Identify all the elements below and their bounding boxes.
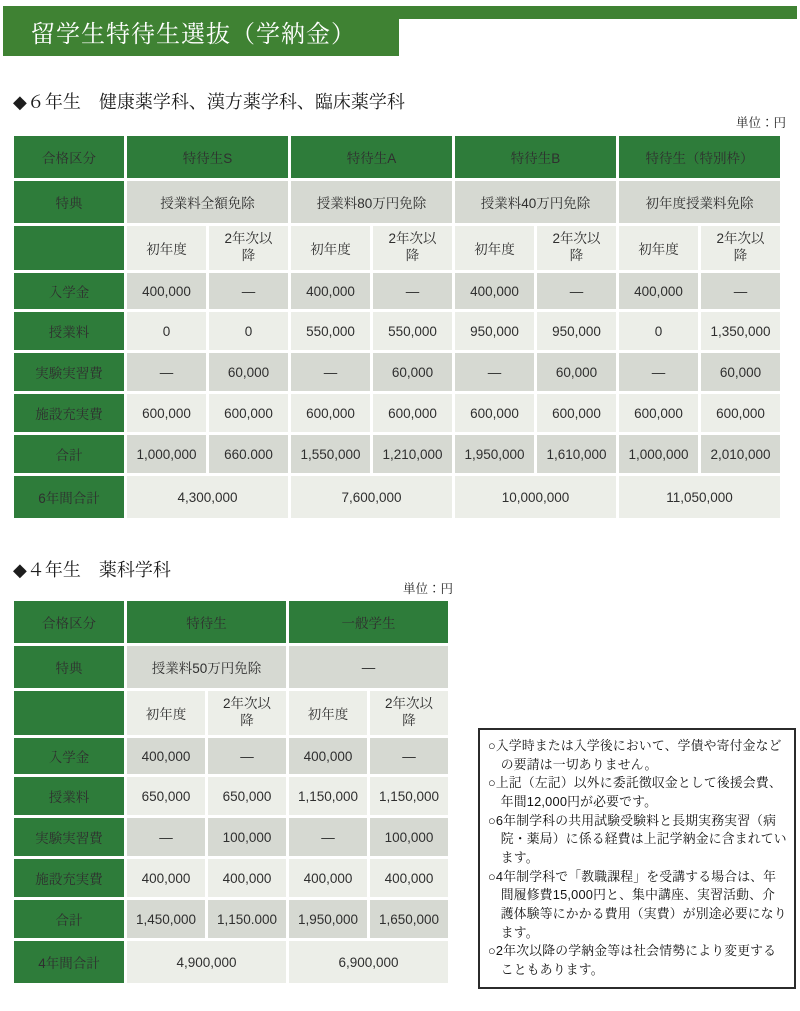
fee-cell: 0: [619, 312, 698, 350]
fee-cell: 400,000: [291, 273, 370, 309]
header-cell: 合格区分: [14, 601, 124, 643]
row-label: 4年間合計: [14, 941, 124, 983]
year-cell: [209, 226, 288, 270]
fee-cell: 1,610,000: [537, 435, 616, 473]
table-header-row: [14, 601, 448, 643]
total-cell: 7,600,000: [291, 476, 452, 518]
fee-cell: 400,000: [208, 859, 286, 897]
fee-row-jugyoryo: [14, 777, 448, 815]
row-label: 合計: [14, 435, 124, 473]
fee-cell: 1,150.000: [208, 900, 286, 938]
note-item: ○6年制学科の共用試験受験料と長期実務実習（病院・薬局）に係る経費は上記学納金に含まれています。: [488, 812, 787, 866]
fee-cell: 2,010,000: [701, 435, 780, 473]
benefit-cell: 初年度授業料免除: [619, 181, 780, 223]
unit-label-6year: 単位：円: [735, 116, 786, 130]
fee-cell: 1,210,000: [373, 435, 452, 473]
empty-label-cell: [14, 226, 124, 270]
fee-row-gokei: [14, 900, 448, 938]
header-cell: 特待生A: [291, 136, 452, 178]
total-cell: 10,000,000: [455, 476, 616, 518]
fee-cell: 0: [127, 312, 206, 350]
fee-cell: 60,000: [373, 353, 452, 391]
fee-cell: —: [127, 818, 205, 856]
section-heading-4year: ◆４年生 薬科学科: [13, 560, 171, 580]
fee-cell: 600,000: [209, 394, 288, 432]
row-label: 実験実習費: [14, 353, 124, 391]
fee-cell: 60,000: [537, 353, 616, 391]
year-cell: [208, 691, 286, 735]
year-cell-text: 2年次以降: [224, 231, 273, 263]
year-cell-text: 2年次以降: [222, 696, 271, 728]
header-cell: 特待生（特別枠）: [619, 136, 780, 178]
fee-cell: —: [537, 273, 616, 309]
notes-box: [478, 728, 796, 989]
header-cell: 特待生: [127, 601, 286, 643]
fee-cell: 60,000: [701, 353, 780, 391]
row-label: 入学金: [14, 738, 124, 774]
year-cell: 初年度: [291, 226, 370, 270]
year-cell-text: 2年次以降: [388, 231, 437, 263]
fee-cell: 1,350,000: [701, 312, 780, 350]
fee-row-gokei: [14, 435, 780, 473]
fee-cell: 0: [209, 312, 288, 350]
fee-cell: 950,000: [537, 312, 616, 350]
fee-cell: 400,000: [619, 273, 698, 309]
fee-cell: 600,000: [455, 394, 534, 432]
row-label: 授業料: [14, 312, 124, 350]
row-label: 合計: [14, 900, 124, 938]
fee-cell: 650,000: [208, 777, 286, 815]
fee-cell: 100,000: [370, 818, 448, 856]
benefit-row: [14, 181, 780, 223]
note-item: ○4年制学科で「教職課程」を受講する場合は、年間履修費15,000円と、集中講座、実習活動、介護体験等にかかる費用（実費）が別途必要になります。: [488, 868, 787, 940]
fee-cell: 1,450,000: [127, 900, 205, 938]
total-cell: 6,900,000: [289, 941, 448, 983]
year-cell-text: 2年次以降: [384, 696, 433, 728]
fee-cell: 1,950,000: [289, 900, 367, 938]
fee-cell: —: [455, 353, 534, 391]
year-cell: [373, 226, 452, 270]
fee-cell: 400,000: [289, 859, 367, 897]
fee-cell: 600,000: [619, 394, 698, 432]
fee-cell: 1,150,000: [370, 777, 448, 815]
fee-cell: 400,000: [127, 273, 206, 309]
benefit-cell: 授業料全額免除: [127, 181, 288, 223]
fee-cell: 550,000: [291, 312, 370, 350]
fee-cell: 600,000: [291, 394, 370, 432]
fee-cell: 550,000: [373, 312, 452, 350]
fee-cell: 660.000: [209, 435, 288, 473]
fee-cell: —: [291, 353, 370, 391]
fee-cell: 100,000: [208, 818, 286, 856]
section-heading-6year: ◆６年生 健康薬学科、漢方薬学科、臨床薬学科: [13, 92, 405, 112]
note-item: ○2年次以降の学納金等は社会情勢により変更することもあります。: [488, 943, 777, 978]
grand-total-row: [14, 476, 780, 518]
empty-label-cell: [14, 691, 124, 735]
fee-cell: 400,000: [455, 273, 534, 309]
fee-cell: 1,550,000: [291, 435, 370, 473]
year-cell-text: 2年次以降: [552, 231, 601, 263]
benefit-row: [14, 646, 448, 688]
year-cell: [370, 691, 448, 735]
fee-cell: —: [289, 818, 367, 856]
fee-table-6year: [11, 133, 783, 521]
fee-row-shisetsu: [14, 859, 448, 897]
fee-cell: 1,000,000: [619, 435, 698, 473]
row-label: 授業料: [14, 777, 124, 815]
fee-cell: 1,150,000: [289, 777, 367, 815]
table-header-row: [14, 136, 780, 178]
row-label: 6年間合計: [14, 476, 124, 518]
fee-cell: 600,000: [701, 394, 780, 432]
note-item: ○上記（左記）以外に委託徴収金として後援会費、年間12,000円が必要です。: [488, 775, 782, 810]
total-cell: 4,900,000: [127, 941, 286, 983]
header-cell: 特待生S: [127, 136, 288, 178]
fee-row-jugyoryo: [14, 312, 780, 350]
fee-table-4year: [11, 598, 451, 986]
fee-cell: 1,650,000: [370, 900, 448, 938]
fee-cell: 400,000: [127, 738, 205, 774]
page-title: 留学生特待生選抜（学納金）: [31, 20, 356, 48]
benefit-cell: 授業料40万円免除: [455, 181, 616, 223]
fee-row-jikken: [14, 353, 780, 391]
benefit-cell: —: [289, 646, 448, 688]
row-label: 入学金: [14, 273, 124, 309]
fee-cell: —: [209, 273, 288, 309]
fee-cell: 400,000: [370, 859, 448, 897]
fee-cell: —: [701, 273, 780, 309]
fee-cell: —: [127, 353, 206, 391]
fee-row-nyugakukin: [14, 273, 780, 309]
fee-cell: —: [370, 738, 448, 774]
year-cell: 初年度: [289, 691, 367, 735]
year-cell: 初年度: [127, 226, 206, 270]
fee-cell: 600,000: [127, 394, 206, 432]
fee-row-jikken: [14, 818, 448, 856]
benefit-cell: 授業料80万円免除: [291, 181, 452, 223]
fee-cell: —: [208, 738, 286, 774]
row-label: 施設充実費: [14, 394, 124, 432]
fee-cell: 400,000: [127, 859, 205, 897]
fee-cell: 1,950,000: [455, 435, 534, 473]
benefit-cell: 授業料50万円免除: [127, 646, 286, 688]
year-subheader-row: [14, 226, 780, 270]
fee-cell: —: [373, 273, 452, 309]
total-cell: 11,050,000: [619, 476, 780, 518]
fee-cell: 950,000: [455, 312, 534, 350]
year-cell: [701, 226, 780, 270]
fee-row-shisetsu: [14, 394, 780, 432]
grand-total-row: [14, 941, 448, 983]
year-cell: [537, 226, 616, 270]
fee-cell: 600,000: [537, 394, 616, 432]
row-label: 特典: [14, 181, 124, 223]
unit-label-4year: 単位：円: [402, 582, 453, 596]
fee-cell: 650,000: [127, 777, 205, 815]
note-item: ○入学時または入学後において、学債や寄付金などの要請は一切ありません。: [488, 738, 782, 772]
title-banner: [3, 6, 399, 56]
row-label: 実験実習費: [14, 818, 124, 856]
fee-cell: 1,000,000: [127, 435, 206, 473]
year-cell: 初年度: [455, 226, 534, 270]
year-cell: 初年度: [127, 691, 205, 735]
header-cell: 合格区分: [14, 136, 124, 178]
fee-cell: 400,000: [289, 738, 367, 774]
fee-row-nyugakukin: [14, 738, 448, 774]
header-cell: 特待生B: [455, 136, 616, 178]
fee-cell: 60,000: [209, 353, 288, 391]
year-cell: 初年度: [619, 226, 698, 270]
year-cell-text: 2年次以降: [716, 231, 765, 263]
fee-cell: —: [619, 353, 698, 391]
row-label: 施設充実費: [14, 859, 124, 897]
row-label: 特典: [14, 646, 124, 688]
header-cell: 一般学生: [289, 601, 448, 643]
total-cell: 4,300,000: [127, 476, 288, 518]
year-subheader-row: [14, 691, 448, 735]
fee-cell: 600,000: [373, 394, 452, 432]
